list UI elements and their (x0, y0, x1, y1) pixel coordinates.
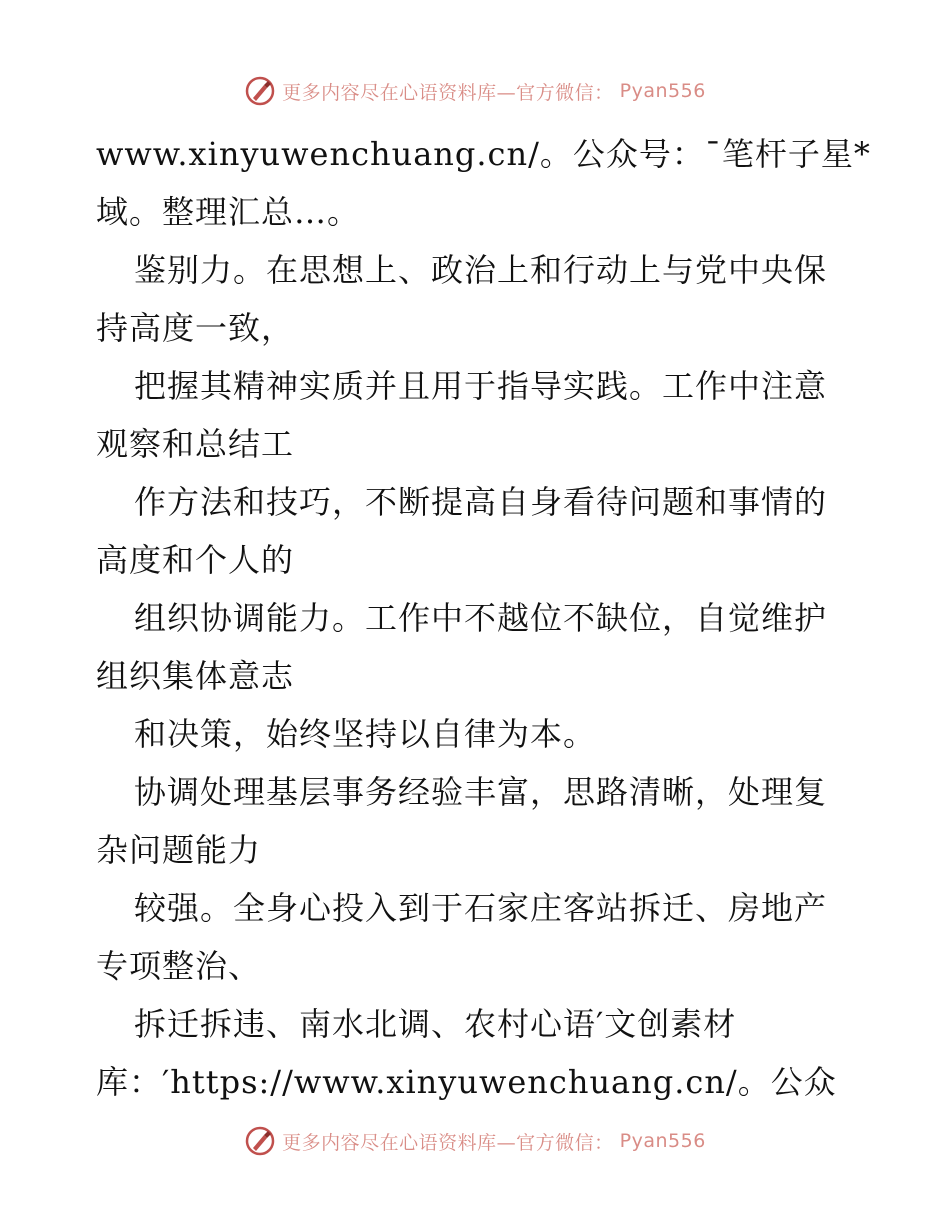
watermark-wechat-id: Pyan556 (619, 1130, 706, 1152)
watermark-wechat-id: Pyan556 (619, 80, 706, 102)
text-line: 持高度一致， (96, 309, 295, 347)
text-line: 域。整理汇总…。 (96, 193, 361, 231)
header-watermark (0, 71, 950, 111)
text-line: 高度和个人的 (96, 541, 295, 579)
watermark-text: 更多内容尽在心语资料库—官方微信： (282, 81, 614, 104)
text-line: 协调处理基层事务经验丰富，思路清晰，处理复 (134, 773, 828, 811)
footer-watermark (0, 1121, 950, 1161)
document-body (96, 125, 871, 1111)
text-line: 杂问题能力 (96, 831, 262, 869)
text-line: 观察和总结工 (96, 425, 295, 463)
text-line: 库：′https://www.xinyuwenchuang.cn/。公众 (96, 1063, 837, 1101)
text-line: www.xinyuwenchuang.cn/。公众号：¯笔杆子星* (96, 135, 871, 173)
text-line: 拆迁拆违、南水北调、农村心语′文创素材 (134, 1005, 737, 1043)
watermark-text: 更多内容尽在心语资料库—官方微信： (282, 1131, 614, 1154)
text-line: 较强。全身心投入到于石家庄客站拆迁、房地产 (134, 889, 828, 927)
text-line: 组织集体意志 (96, 657, 295, 695)
text-line: 组织协调能力。工作中不越位不缺位，自觉维护 (134, 599, 828, 637)
text-line: 和决策，始终坚持以自律为本。 (134, 715, 597, 753)
pen-logo-icon (244, 75, 276, 107)
text-line: 专项整治、 (96, 947, 262, 985)
text-line: 把握其精神实质并且用于指导实践。工作中注意 (134, 367, 828, 405)
text-line: 作方法和技巧，不断提高自身看待问题和事情的 (134, 483, 828, 521)
text-line: 鉴别力。在思想上、政治上和行动上与党中央保 (134, 251, 828, 289)
pen-logo-icon (244, 1125, 276, 1157)
